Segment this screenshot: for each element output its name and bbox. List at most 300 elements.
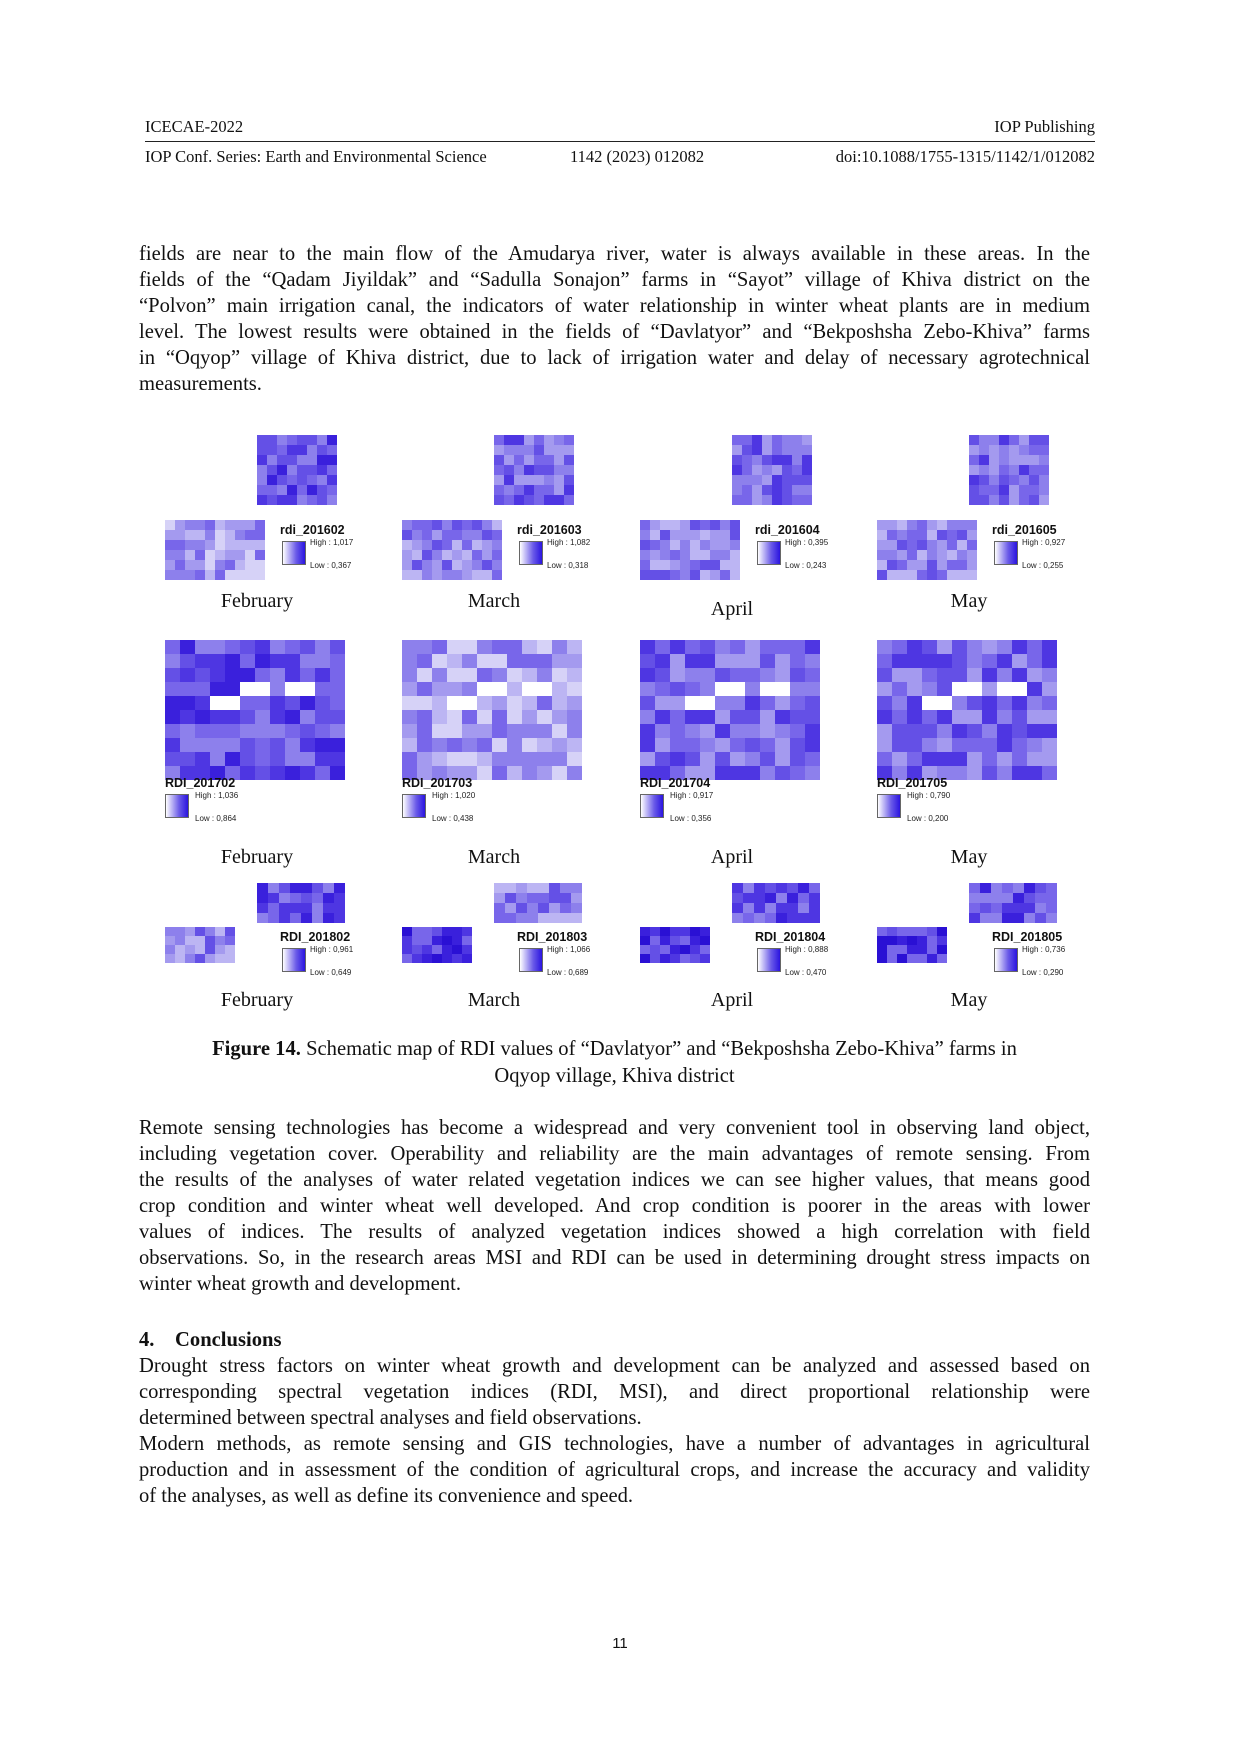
map-pixel xyxy=(887,550,897,560)
map-pixel xyxy=(205,936,215,945)
map-pixel xyxy=(257,495,267,505)
map-pixel xyxy=(670,936,680,945)
map-pixel xyxy=(255,570,265,580)
map-pixel xyxy=(700,738,715,752)
map-pixel xyxy=(927,954,937,963)
map-pixel xyxy=(937,936,947,945)
map-pixel xyxy=(1009,455,1019,465)
map-pixel xyxy=(655,696,670,710)
map-pixel xyxy=(240,752,255,766)
map-pixel xyxy=(1029,435,1039,445)
map-pixel xyxy=(690,560,700,570)
map-pixel xyxy=(312,883,323,893)
map-pixel xyxy=(1039,465,1049,475)
map-pixel xyxy=(754,883,765,893)
map-pixel xyxy=(462,570,472,580)
map-pixel xyxy=(452,520,462,530)
map-pixel xyxy=(205,570,215,580)
map-pixel xyxy=(245,560,255,570)
map-pixel xyxy=(952,696,967,710)
map-pixel xyxy=(892,752,907,766)
map-pixel xyxy=(412,530,422,540)
map-pixel xyxy=(225,654,240,668)
map-pixel xyxy=(982,640,997,654)
map-pixel xyxy=(317,465,327,475)
map-pixel xyxy=(907,560,917,570)
map-pixel xyxy=(255,710,270,724)
map-pixel xyxy=(640,550,650,560)
map-pixel xyxy=(700,945,710,954)
map-pixel xyxy=(327,485,337,495)
map-pixel xyxy=(732,903,743,913)
month-label: May xyxy=(950,989,988,1011)
map-pixel xyxy=(255,550,265,560)
map-pixel xyxy=(877,530,887,540)
map-pixel xyxy=(979,495,989,505)
map-pixel xyxy=(937,752,952,766)
map-pixel xyxy=(165,668,180,682)
map-pixel xyxy=(730,696,745,710)
map-pixel xyxy=(210,696,225,710)
legend-low-value: Low : 0,438 xyxy=(432,814,474,823)
map-pixel xyxy=(655,654,670,668)
map-pixel xyxy=(887,540,897,550)
map-pixel xyxy=(700,752,715,766)
map-pixel xyxy=(967,752,982,766)
map-pixel xyxy=(452,954,462,963)
map-pixel xyxy=(165,570,175,580)
map-pixel xyxy=(564,475,574,485)
map-pixel xyxy=(185,540,195,550)
map-pixel xyxy=(907,668,922,682)
map-pixel xyxy=(1039,475,1049,485)
legend-color-ramp xyxy=(877,794,901,818)
map-pixel xyxy=(877,570,887,580)
map-pixel xyxy=(907,640,922,654)
map-pixel xyxy=(952,752,967,766)
map-pixel xyxy=(917,540,927,550)
map-pixel xyxy=(917,520,927,530)
map-pixel xyxy=(897,560,907,570)
map-pixel xyxy=(402,696,417,710)
map-pixel xyxy=(205,530,215,540)
map-pixel xyxy=(507,640,522,654)
map-pixel xyxy=(917,570,927,580)
map-pixel xyxy=(270,640,285,654)
map-pixel xyxy=(185,936,195,945)
map-pixel xyxy=(1027,654,1042,668)
map-pixel xyxy=(720,520,730,530)
map-pixel xyxy=(1042,724,1057,738)
map-pixel xyxy=(492,766,507,780)
map-pixel xyxy=(790,640,805,654)
map-pixel xyxy=(927,936,937,945)
map-pixel xyxy=(787,893,798,903)
map-pixel xyxy=(1042,696,1057,710)
text-line: winter wheat growth and development. xyxy=(139,1273,461,1295)
map-pixel xyxy=(270,654,285,668)
map-pixel xyxy=(477,738,492,752)
map-pixel xyxy=(165,927,175,936)
map-pixel xyxy=(730,682,745,696)
map-pixel xyxy=(760,710,775,724)
map-pixel xyxy=(710,530,720,540)
map-pixel xyxy=(165,640,180,654)
map-pixel xyxy=(432,520,442,530)
map-pixel xyxy=(505,903,516,913)
map-pixel xyxy=(743,883,754,893)
map-pixel xyxy=(772,465,782,475)
map-pixel xyxy=(775,668,790,682)
map-pixel xyxy=(937,640,952,654)
map-pixel xyxy=(315,682,330,696)
map-pixel xyxy=(514,465,524,475)
map-pixel xyxy=(255,640,270,654)
map-pixel xyxy=(999,445,1009,455)
map-pixel xyxy=(285,696,300,710)
map-pixel xyxy=(195,682,210,696)
map-pixel xyxy=(402,752,417,766)
map-pixel xyxy=(402,640,417,654)
map-pixel xyxy=(494,475,504,485)
map-raster xyxy=(402,640,582,780)
map-pixel xyxy=(412,954,422,963)
map-pixel xyxy=(776,903,787,913)
map-pixel xyxy=(1012,738,1027,752)
map-raster xyxy=(877,520,977,580)
map-pixel xyxy=(477,766,492,780)
map-pixel xyxy=(327,465,337,475)
map-pixel xyxy=(462,520,472,530)
map-pixel xyxy=(492,530,502,540)
map-pixel xyxy=(969,913,980,923)
map-pixel xyxy=(514,485,524,495)
map-pixel xyxy=(775,682,790,696)
map-pixel xyxy=(268,893,279,903)
map-pixel xyxy=(432,570,442,580)
map-pixel xyxy=(772,495,782,505)
map-pixel xyxy=(805,766,820,780)
map-pixel xyxy=(564,485,574,495)
map-pixel xyxy=(402,668,417,682)
map-pixel xyxy=(492,738,507,752)
map-pixel xyxy=(1002,913,1013,923)
map-pixel xyxy=(180,640,195,654)
map-pixel xyxy=(999,455,1009,465)
map-pixel xyxy=(482,550,492,560)
map-raster xyxy=(969,435,1049,505)
map-pixel xyxy=(670,724,685,738)
map-raster xyxy=(640,927,710,963)
legend-high-value: High : 1,017 xyxy=(310,538,354,547)
map-pixel xyxy=(422,927,432,936)
map-pixel xyxy=(937,540,947,550)
map-pixel xyxy=(267,435,277,445)
map-pixel xyxy=(494,495,504,505)
map-pixel xyxy=(165,654,180,668)
map-pixel xyxy=(564,495,574,505)
map-pixel xyxy=(267,475,277,485)
map-pixel xyxy=(792,445,802,455)
map-pixel xyxy=(538,883,549,893)
map-pixel xyxy=(745,640,760,654)
map-pixel xyxy=(917,936,927,945)
map-pixel xyxy=(947,520,957,530)
map-pixel xyxy=(775,640,790,654)
map-pixel xyxy=(743,903,754,913)
map-raster xyxy=(165,927,235,963)
map-pixel xyxy=(175,560,185,570)
map-pixel xyxy=(877,668,892,682)
map-pixel xyxy=(180,752,195,766)
map-pixel xyxy=(991,893,1002,903)
map-pixel xyxy=(802,485,812,495)
map-pixel xyxy=(462,752,477,766)
map-pixel xyxy=(185,570,195,580)
legend-title: RDI_201803 xyxy=(517,930,588,944)
map-pixel xyxy=(1035,903,1046,913)
map-pixel xyxy=(685,724,700,738)
map-pixel xyxy=(700,936,710,945)
map-pixel xyxy=(887,945,897,954)
map-pixel xyxy=(549,893,560,903)
map-pixel xyxy=(685,640,700,654)
map-pixel xyxy=(680,936,690,945)
map-pixel xyxy=(969,485,979,495)
map-pixel xyxy=(165,560,175,570)
map-pixel xyxy=(979,475,989,485)
map-pixel xyxy=(452,540,462,550)
map-pixel xyxy=(907,724,922,738)
map-raster xyxy=(494,883,582,923)
map-pixel xyxy=(327,455,337,465)
map-pixel xyxy=(792,495,802,505)
map-pixel xyxy=(544,435,554,445)
map-pixel xyxy=(997,668,1012,682)
map-pixel xyxy=(790,668,805,682)
map-pixel xyxy=(1027,766,1042,780)
legend-title: rdi_201602 xyxy=(280,523,345,537)
map-pixel xyxy=(417,752,432,766)
map-pixel xyxy=(195,654,210,668)
map-pixel xyxy=(270,682,285,696)
map-pixel xyxy=(685,752,700,766)
map-pixel xyxy=(982,766,997,780)
map-pixel xyxy=(462,710,477,724)
map-pixel xyxy=(175,530,185,540)
map-pixel xyxy=(1012,640,1027,654)
map-pixel xyxy=(927,550,937,560)
map-pixel xyxy=(165,945,175,954)
map-pixel xyxy=(790,682,805,696)
map-pixel xyxy=(805,752,820,766)
legend-color-ramp xyxy=(757,948,781,972)
legend-color-ramp xyxy=(165,794,189,818)
map-pixel xyxy=(245,520,255,530)
map-pixel xyxy=(175,945,185,954)
map-pixel xyxy=(225,520,235,530)
map-pixel xyxy=(442,570,452,580)
map-pixel xyxy=(504,465,514,475)
map-pixel xyxy=(534,485,544,495)
map-pixel xyxy=(327,445,337,455)
map-pixel xyxy=(1042,766,1057,780)
legend-low-value: Low : 0,200 xyxy=(907,814,949,823)
map-pixel xyxy=(514,455,524,465)
map-pixel xyxy=(477,668,492,682)
legend-high-value: High : 1,020 xyxy=(432,791,476,800)
map-pixel xyxy=(504,495,514,505)
map-pixel xyxy=(1019,465,1029,475)
map-pixel xyxy=(760,724,775,738)
map-pixel xyxy=(165,550,175,560)
map-pixel xyxy=(452,560,462,570)
map-pixel xyxy=(670,752,685,766)
map-pixel xyxy=(907,738,922,752)
map-pixel xyxy=(417,696,432,710)
map-pixel xyxy=(790,710,805,724)
map-pixel xyxy=(979,455,989,465)
map-pixel xyxy=(287,465,297,475)
map-pixel xyxy=(700,668,715,682)
map-pixel xyxy=(300,724,315,738)
map-pixel xyxy=(516,893,527,903)
map-pixel xyxy=(730,724,745,738)
map-pixel xyxy=(685,668,700,682)
map-pixel xyxy=(165,954,175,963)
map-pixel xyxy=(472,540,482,550)
map-pixel xyxy=(279,893,290,903)
map-raster xyxy=(257,883,345,923)
map-pixel xyxy=(967,738,982,752)
legend-high-value: High : 0,790 xyxy=(907,791,951,800)
map-pixel xyxy=(432,696,447,710)
map-pixel xyxy=(982,696,997,710)
map-pixel xyxy=(215,945,225,954)
map-pixel xyxy=(732,913,743,923)
map-pixel xyxy=(175,954,185,963)
map-pixel xyxy=(422,945,432,954)
map-pixel xyxy=(175,927,185,936)
map-pixel xyxy=(720,530,730,540)
map-pixel xyxy=(210,682,225,696)
map-pixel xyxy=(185,560,195,570)
map-pixel xyxy=(287,445,297,455)
map-pixel xyxy=(772,475,782,485)
map-pixel xyxy=(235,550,245,560)
map-pixel xyxy=(205,954,215,963)
map-pixel xyxy=(989,465,999,475)
map-pixel xyxy=(257,475,267,485)
map-pixel xyxy=(185,954,195,963)
map-pixel xyxy=(917,927,927,936)
text-line: fields of the “Qadam Jiyildak” and “Sadulla Sonajon” farms in “Sayot” village of Khiva district on the xyxy=(139,269,1090,291)
map-pixel xyxy=(787,883,798,893)
doi: doi:10.1088/1755-1315/1142/1/012082 xyxy=(835,147,1095,166)
map-pixel xyxy=(492,710,507,724)
map-pixel xyxy=(494,455,504,465)
map-pixel xyxy=(287,455,297,465)
map-pixel xyxy=(462,560,472,570)
map-pixel xyxy=(775,710,790,724)
map-pixel xyxy=(967,668,982,682)
map-pixel xyxy=(507,668,522,682)
map-pixel xyxy=(195,550,205,560)
map-pixel xyxy=(442,540,452,550)
map-pixel xyxy=(180,654,195,668)
map-pixel xyxy=(245,550,255,560)
map-pixel xyxy=(472,530,482,540)
map-pixel xyxy=(255,696,270,710)
map-pixel xyxy=(482,540,492,550)
map-pixel xyxy=(514,435,524,445)
map-pixel xyxy=(240,668,255,682)
map-pixel xyxy=(257,455,267,465)
map-pixel xyxy=(315,752,330,766)
map-pixel xyxy=(745,668,760,682)
conference-name: ICECAE-2022 xyxy=(145,117,244,136)
map-pixel xyxy=(560,893,571,903)
map-pixel xyxy=(327,435,337,445)
map-pixel xyxy=(507,738,522,752)
map-pixel xyxy=(544,475,554,485)
map-pixel xyxy=(1046,893,1057,903)
legend-color-ramp xyxy=(994,948,1018,972)
map-pixel xyxy=(277,455,287,465)
map-pixel xyxy=(660,954,670,963)
map-pixel xyxy=(765,903,776,913)
map-raster xyxy=(494,435,574,505)
map-pixel xyxy=(494,445,504,455)
map-pixel xyxy=(524,495,534,505)
map-pixel xyxy=(690,540,700,550)
map-pixel xyxy=(210,724,225,738)
map-pixel xyxy=(290,893,301,903)
map-pixel xyxy=(225,954,235,963)
map-pixel xyxy=(225,640,240,654)
map-pixel xyxy=(670,520,680,530)
map-pixel xyxy=(402,945,412,954)
map-pixel xyxy=(1029,455,1039,465)
map-pixel xyxy=(752,475,762,485)
map-pixel xyxy=(997,752,1012,766)
map-pixel xyxy=(1024,883,1035,893)
map-pixel xyxy=(947,560,957,570)
legend-color-ramp xyxy=(519,541,543,565)
map-pixel xyxy=(732,893,743,903)
map-pixel xyxy=(255,752,270,766)
map-pixel xyxy=(462,682,477,696)
map-pixel xyxy=(300,710,315,724)
map-pixel xyxy=(967,682,982,696)
map-pixel xyxy=(957,550,967,560)
map-pixel xyxy=(922,710,937,724)
map-pixel xyxy=(315,640,330,654)
map-pixel xyxy=(969,445,979,455)
map-pixel xyxy=(967,640,982,654)
map-pixel xyxy=(462,654,477,668)
legend-low-value: Low : 0,255 xyxy=(1022,561,1064,570)
map-pixel xyxy=(927,540,937,550)
map-pixel xyxy=(1035,883,1046,893)
map-pixel xyxy=(897,945,907,954)
map-pixel xyxy=(402,530,412,540)
map-pixel xyxy=(330,640,345,654)
map-pixel xyxy=(317,435,327,445)
map-pixel xyxy=(504,485,514,495)
map-pixel xyxy=(907,682,922,696)
map-pixel xyxy=(979,435,989,445)
